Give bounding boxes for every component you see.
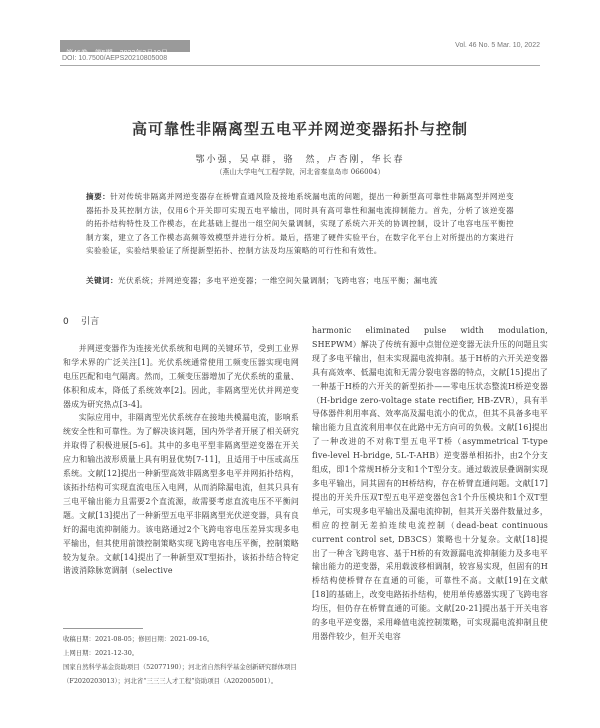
keywords	[86, 274, 514, 288]
footnotes	[63, 632, 299, 688]
section-number: 0	[63, 317, 69, 327]
header-rule	[60, 65, 540, 66]
abstract-text: 针对传统非隔离并网逆变器存在桥臂直通风险及接地系统漏电流的问题，提出一种新型高可靠性非隔离型并网逆变器拓扑及其控制方法，仅用6个开关即可实现五电平输出，同时具有高可靠性和漏电流抑制能力。首先，分析了该逆变器的拓扑结构特性及工作模态，在此基础上提出一组空间矢量调制，实现了系统六开关的协调控制，设计了电容电压平衡控制方案，建立了各工作模态高频等效模型并进行分析。最后，搭建了硬件实验平台，在数字化平台上对所提出的方案进行实验验证，实验结果验证了所提新型拓扑、控制方法及均压策略的可行性和有效性。	[86, 192, 514, 256]
abstract-label: 摘要：	[86, 192, 111, 201]
footnote-received: 收稿日期：2021-08-05；修回日期：2021-09-16。	[63, 635, 214, 643]
paragraph: harmonic eliminated pulse width modulation, SHEPWM）解决了传统有源中点钳位逆变器无法升压的问题且实现了多电平输出，但未实现漏电流抑制。基于H桥的六开关逆变器具有高效率、低漏电流和无需分裂电容器的特点，文献[15]提出了一种基于H桥的六开关的新型拓扑——零电压状态整流H桥逆变器（H-bridge zero-voltage state rectifier, HB-ZVR），具有半导体器件利用率高、效率高及漏电流小的优点，但其不具备多电平输出能力且直流利用率仅在此路中无方向可的负极。文献[16]提出了一种改进的不对称T型五电平T桥（asymmetrical T-type five-level H-bridge, 5L-T-AHB）逆变器单相拓扑，由2个分支组成，即1个常规H桥分支和1个T型分支。通过载波层叠调制实现多电平输出，同其固有的H桥结构，存在桥臂直通问题。文献[17]提出的开关升压双T型五电平逆变器包含1个升压模块和1个双T型单元，可实现多电平输出及漏电流抑制，但其开关器件数量过多，相应的控制无差拍连续电流控制（dead-beat continuous current control set, DB3CS）策略也十分复杂。文献[18]提出了一种含飞跨电容、基于H桥的有效源漏电流抑制能力及多电平输出能力的逆变器，采用载波移相调制，较容易实现，但固有的H桥结构使桥臂存在直通的可能，可靠性不高。文献[19]在文献[18]的基础上，改变电路拓扑结构，使用单传感器实现了飞跨电容均压，但仍存在桥臂直通的可能。文献[20-21]提出基于开关电容的多电平逆变器，采用峰值电流控制策略，可实现漏电流抑制且使用器件较少，但开关电容	[312, 326, 548, 641]
right-column	[312, 324, 548, 644]
keywords-text: 光伏系统；并网逆变器；多电平逆变器；一维空间矢量调制；飞跨电容；电压平衡；漏电流	[117, 276, 438, 285]
paragraph: 实际应用中，非隔离型光伏系统存在接地共模漏电流，影响系统安全性和可靠性。为了解决该问题，国内外学者开展了相关研究并取得了积极进展[5-6]。其中的多电平型非隔离型逆变器在开关应力和输出波形质量上具有明显优势[7-11]，且适用于中压或高压系统。文献[12]提出一种新型高效非隔离型多电平并网拓扑结构，该拓扑结构可实现直流电压入电网，从而消除漏电流，但其只具有三电平输出能力且需要2个直流源，故需要考虑直流电压不平衡问题。文献[13]提出了一种新型五电平非隔离型光伏逆变器，具有良好的漏电流抑制能力。该电路通过2个飞跨电容电压差异实现多电平输出，但其使用前馈控制策略实现飞跨电容电压平衡，控制策略较为复杂。文献[14]提出了一种新型双T型拓扑，该拓扑结合特定谐波消除脉宽调制（selective	[63, 413, 299, 576]
journal-issue: 第46卷 第5期 2022年3月10日	[66, 50, 168, 57]
section-title: 引言	[80, 317, 100, 327]
footnote-funding: 国家自然科学基金资助项目（52077190）；河北省自然科学基金创新研究群体项目（F2020203013）；河北省“三三三人才工程”资助项目（A202005001）。	[63, 663, 297, 685]
journal-issue-en: Vol. 46 No. 5 Mar. 10, 2022	[455, 42, 540, 49]
doi: DOI: 10.7500/AEPS20210805008	[62, 55, 168, 62]
journal-issue-banner	[60, 40, 190, 57]
paper-title: 高可靠性非隔离型五电平并网逆变器拓扑与控制	[131, 120, 468, 138]
keywords-label: 关键词：	[86, 276, 118, 285]
abstract	[86, 190, 514, 258]
paragraph: 并网逆变器作为连接光伏系统和电网的关键环节，受到工业界和学术界的广泛关注[1]。光伏系统通常使用工频变压器实现电网电压匹配和电气隔离。然而，工频变压器增加了光伏系统的重量、体积和成本，降低了系统效率[2]。因此，非隔离型光伏并网逆变器成为研究热点[3-4]。	[63, 343, 299, 409]
footnote-rule	[63, 628, 143, 629]
authors: 鄂小强，吴卓群，骆 然，卢杏刚，华长春	[195, 155, 405, 165]
left-column	[63, 316, 299, 578]
section-heading	[63, 316, 299, 330]
footnote-online: 上网日期：2021-12-30。	[63, 649, 139, 657]
affiliation: （燕山大学电气工程学院，河北省秦皇岛市 066004）	[215, 168, 385, 176]
